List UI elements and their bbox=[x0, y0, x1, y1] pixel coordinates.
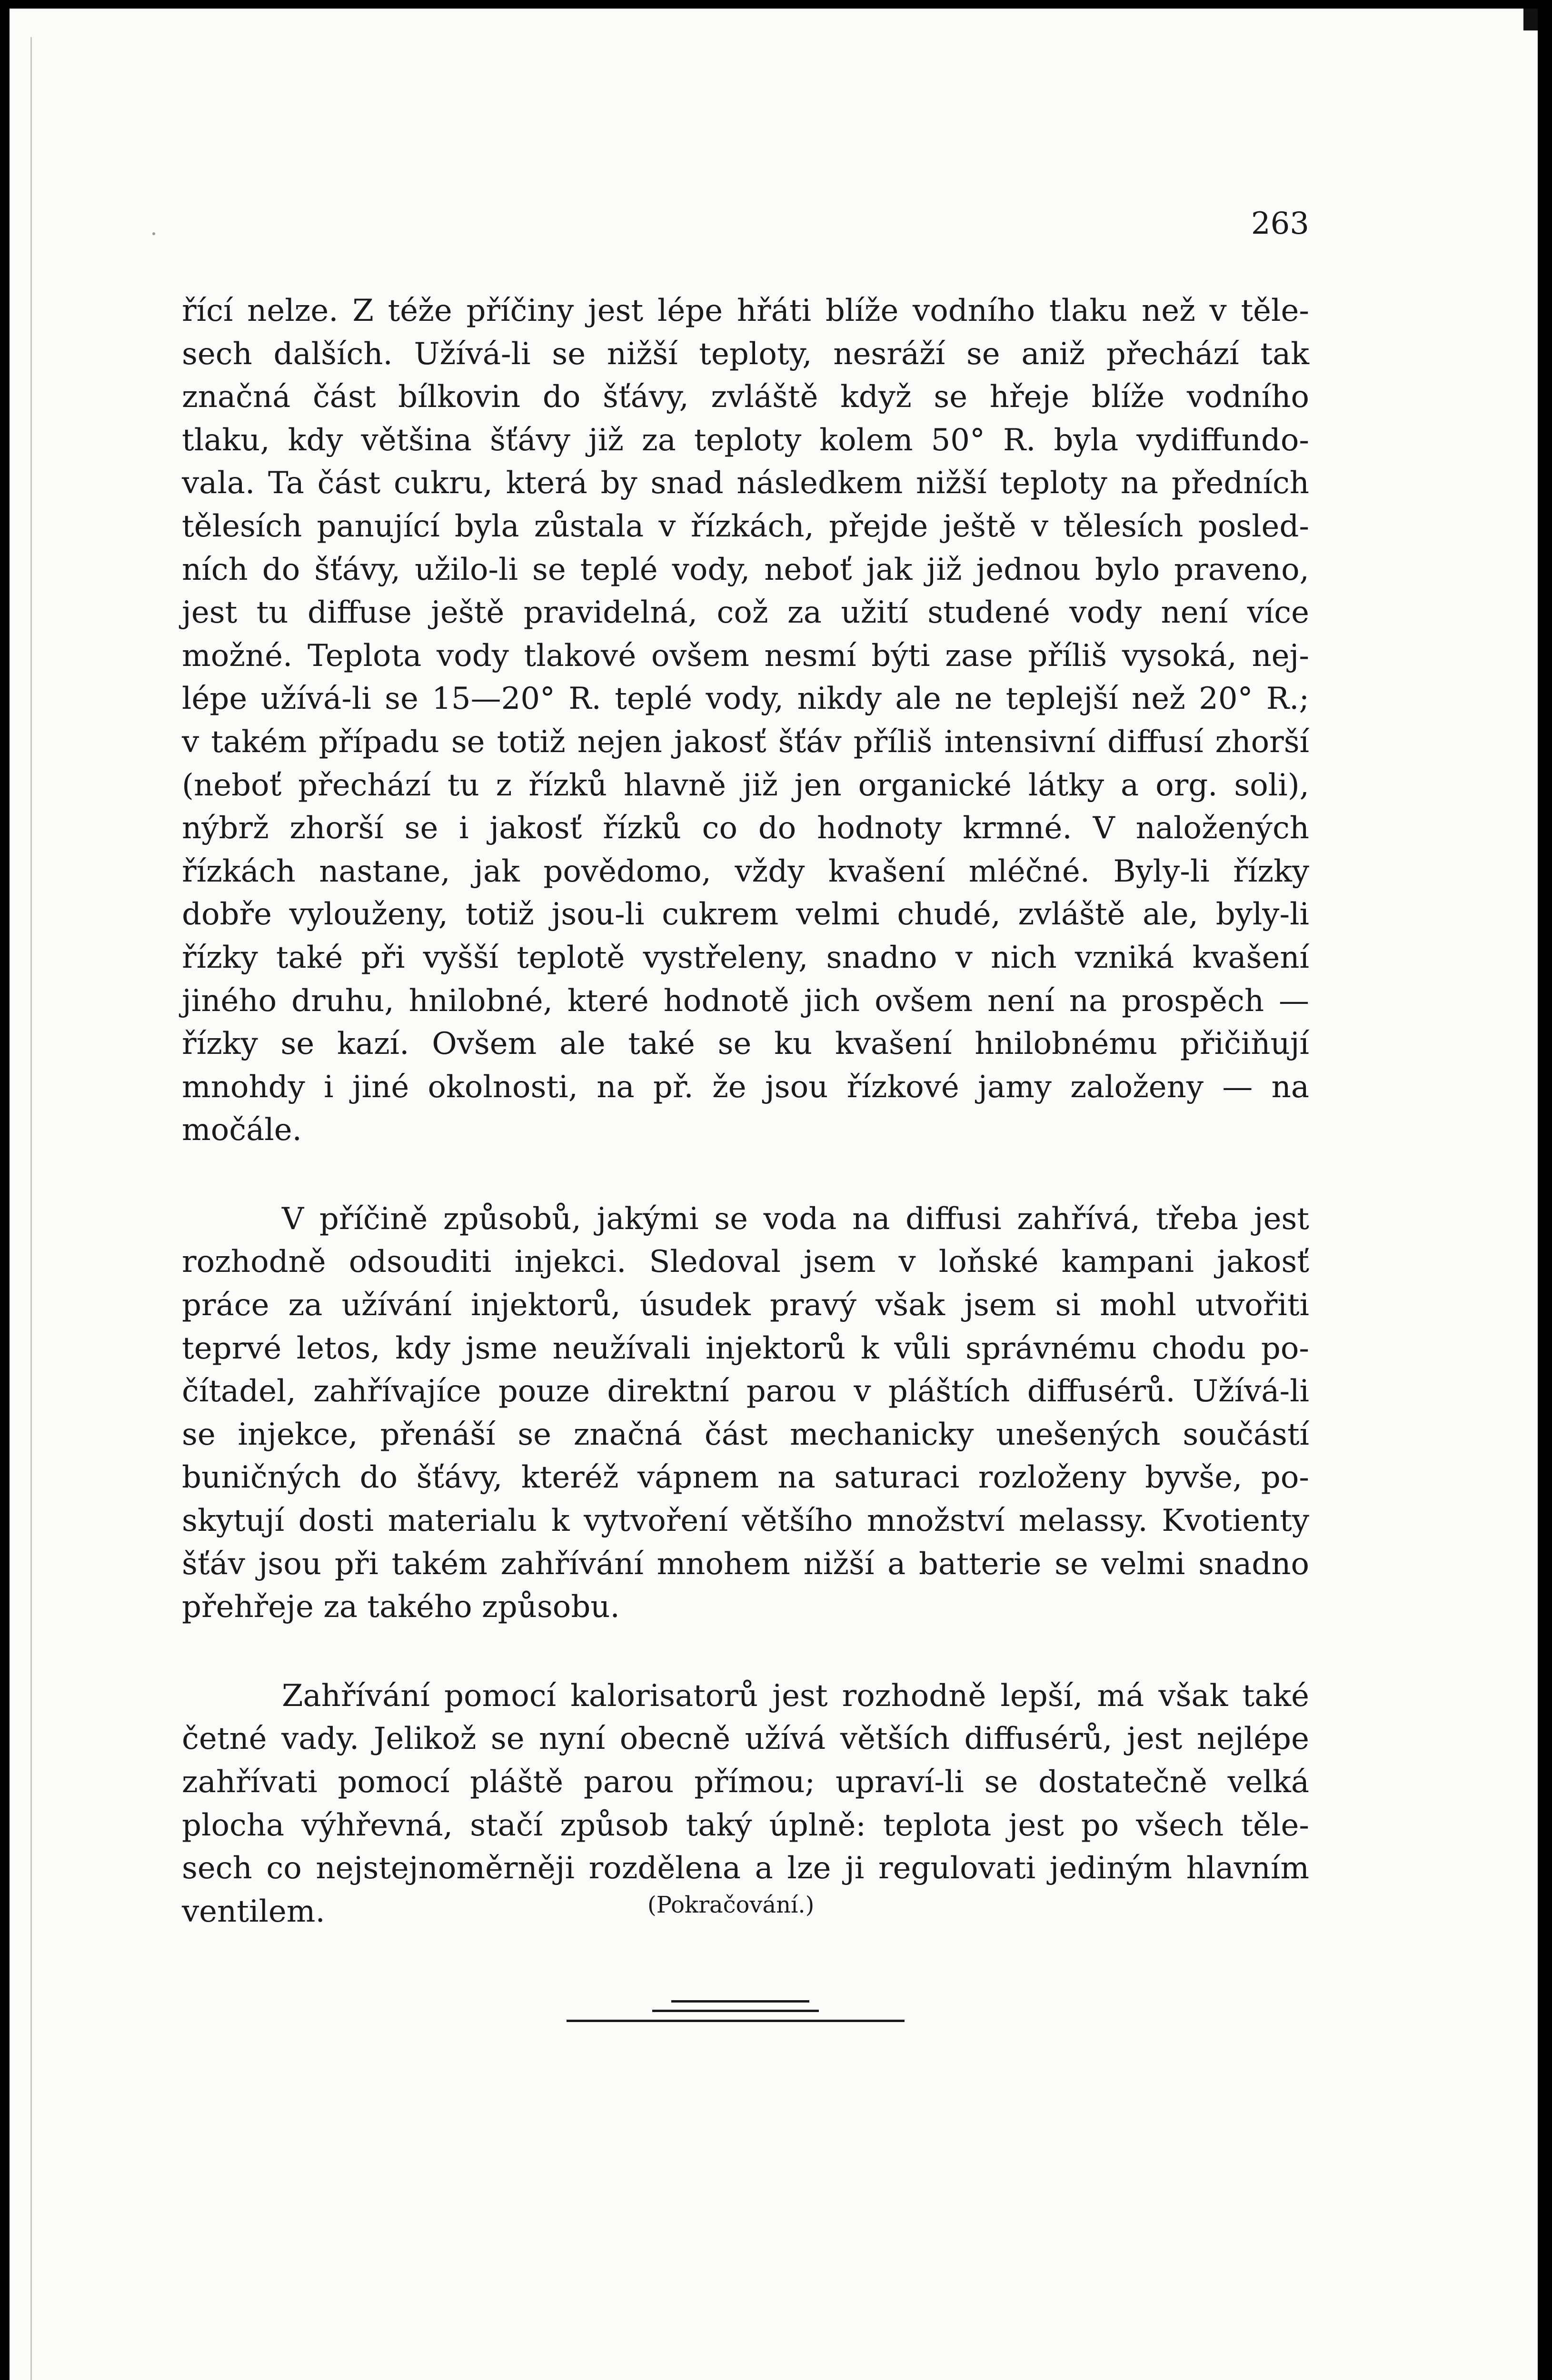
ornament-rule-short bbox=[671, 2000, 809, 2003]
text-line: plocha výhřevná, stačí způsob taký úplně: teplota jest po všech těle- bbox=[182, 1807, 1309, 1843]
text-line: vala. Ta část cukru, která by snad následkem nižší teploty na předních bbox=[182, 466, 1309, 501]
text-line: buničných do šťávy, kteréž vápnem na saturaci rozloženy byvše, po- bbox=[182, 1460, 1309, 1496]
paragraph-1 bbox=[182, 289, 1309, 1152]
text-line: Zahřívání pomocí kalorisatorů jest rozhodně lepší, má však také bbox=[282, 1678, 1309, 1714]
text-line: skytují dosti materialu k vytvoření většího množství melassy. Kvotienty bbox=[182, 1503, 1309, 1539]
text-line: ventilem. bbox=[182, 1894, 325, 1929]
text-line: tělesích panující byla zůstala v řízkách, přejde ještě v tělesích posled- bbox=[182, 508, 1309, 544]
ornament-rule-mid bbox=[652, 2010, 819, 2012]
text-line: mnohdy i jiné okolnosti, na př. že jsou řízkové jamy založeny — na bbox=[182, 1069, 1309, 1105]
text-line: rozhodně odsouditi injekci. Sledoval jsem v loňské kampani jakosť bbox=[182, 1244, 1309, 1280]
continuation-note: (Pokračování.) bbox=[647, 1892, 815, 1918]
text-line: V příčině způsobů, jakými se voda na diffusi zahřívá, třeba jest bbox=[282, 1201, 1309, 1237]
text-line: zahřívati pomocí pláště parou přímou; upraví-li se dostatečně velká bbox=[182, 1765, 1309, 1800]
text-line: přehřeje za takého způsobu. bbox=[182, 1589, 620, 1625]
text-line: jiného druhu, hnilobné, které hodnotě jich ovšem není na prospěch — bbox=[182, 983, 1309, 1019]
text-line: řízkách nastane, jak povědomo, vždy kvašení mléčné. Byly-li řízky bbox=[182, 853, 1309, 889]
text-line: značná část bílkovin do šťávy, zvláště když se hřeje blíže vodního bbox=[182, 379, 1309, 415]
text-line: řízky se kazí. Ovšem ale také se ku kvašení hnilobnému přičiňují bbox=[182, 1026, 1309, 1062]
text-line: možné. Teplota vody tlakové ovšem nesmí býti zase příliš vysoká, nej- bbox=[182, 638, 1309, 674]
text-line: řící nelze. Z téže příčiny jest lépe hřáti blíže vodního tlaku než v těle- bbox=[182, 293, 1309, 328]
scan-speck bbox=[152, 232, 155, 235]
scan-corner-mark bbox=[1523, 9, 1538, 30]
page-number: 263 bbox=[1251, 206, 1309, 241]
text-line: se injekce, přenáší se značná část mechanicky unešených součástí bbox=[182, 1417, 1309, 1452]
text-line: řízky také při vyšší teplotě vystřeleny, snadno v nich vzniká kvašení bbox=[182, 940, 1309, 975]
scanned-page bbox=[10, 9, 1538, 2380]
text-line: lépe užívá-li se 15—20° R. teplé vody, nikdy ale ne teplejší než 20° R.; bbox=[182, 681, 1309, 717]
text-line: práce za užívání injektorů, úsudek pravý však jsem si mohl utvořiti bbox=[182, 1288, 1309, 1323]
text-line: teprvé letos, kdy jsme neužívali injektorů k vůli správnému chodu po- bbox=[182, 1330, 1309, 1366]
body-text bbox=[182, 289, 1309, 1933]
ornament-rule-long bbox=[567, 2020, 905, 2022]
text-line: tlaku, kdy většina šťávy již za teploty kolem 50° R. byla vydiffundo- bbox=[182, 422, 1309, 458]
page-edge-shadow bbox=[30, 37, 32, 2380]
text-line: sech dalších. Užívá-li se nižší teploty, nesráží se aniž přechází tak bbox=[182, 336, 1309, 372]
text-line: šťáv jsou při takém zahřívání mnohem nižší a batterie se velmi snadno bbox=[182, 1546, 1309, 1582]
text-line: sech co nejstejnoměrněji rozdělena a lze ji regulovati jediným hlavním bbox=[182, 1851, 1309, 1886]
text-line: jest tu diffuse ještě pravidelná, což za užití studené vody není více bbox=[182, 595, 1309, 631]
text-line: četné vady. Jelikož se nyní obecně užívá větších diffusérů, jest nejlépe bbox=[182, 1721, 1309, 1757]
text-line: dobře vylouženy, totiž jsou-li cukrem velmi chudé, zvláště ale, byly-li bbox=[182, 897, 1309, 932]
text-line: (neboť přechází tu z řízků hlavně již jen organické látky a org. soli), bbox=[182, 767, 1309, 803]
text-line: v takém případu se totiž nejen jakosť šťáv příliš intensivní diffusí zhorší bbox=[182, 724, 1309, 760]
text-line: močále. bbox=[182, 1112, 302, 1148]
text-line: ních do šťávy, užilo-li se teplé vody, neboť jak již jednou bylo praveno, bbox=[182, 552, 1309, 587]
paragraph-2 bbox=[182, 1198, 1309, 1629]
text-line: čítadel, zahřívajíce pouze direktní parou v pláštích diffusérů. Užívá-li bbox=[182, 1374, 1309, 1409]
text-line: nýbrž zhorší se i jakosť řízků co do hodnoty krmné. V naložených bbox=[182, 811, 1309, 846]
